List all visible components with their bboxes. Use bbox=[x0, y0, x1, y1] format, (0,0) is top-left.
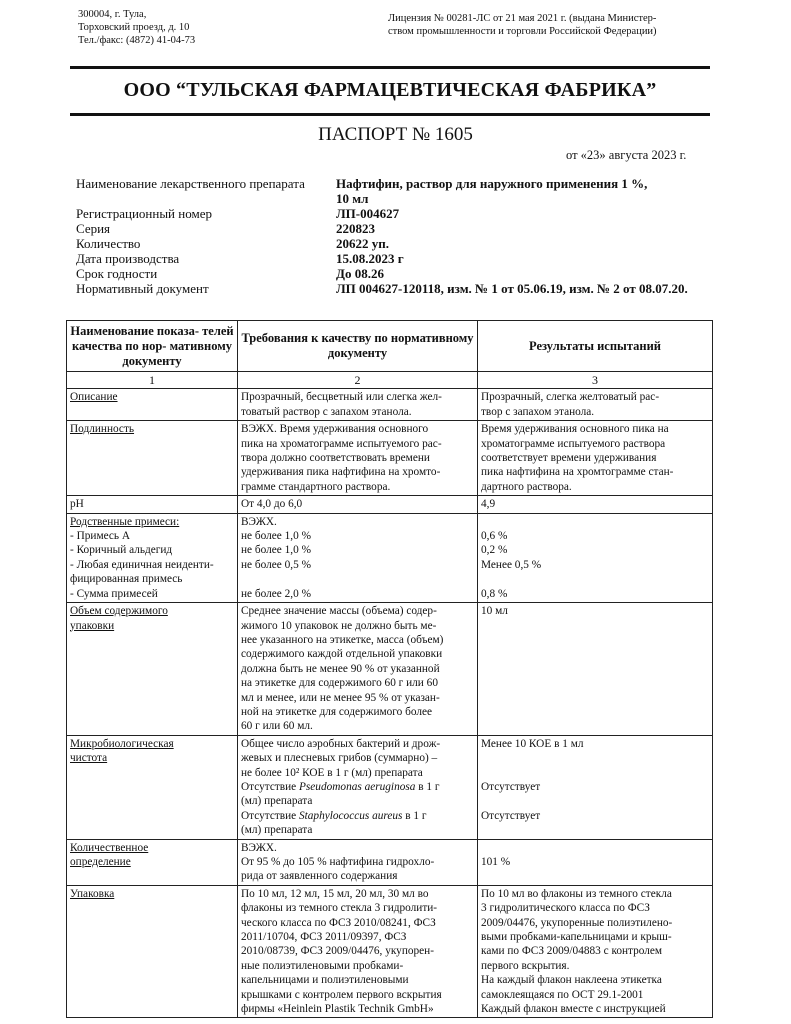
info-label: Нормативный документ bbox=[76, 281, 209, 296]
cell-line bbox=[481, 823, 709, 837]
info-value: 220823 bbox=[336, 221, 375, 236]
cell-line: 0,8 % bbox=[481, 587, 508, 600]
info-value: 20622 уп. bbox=[336, 236, 389, 251]
cell-line: Отсутствует bbox=[481, 780, 541, 793]
column-number: 2 bbox=[238, 372, 478, 389]
cell-line bbox=[481, 869, 709, 883]
cell-line: товатый раствор с запахом этанола. bbox=[241, 405, 412, 418]
result-cell bbox=[478, 389, 713, 421]
table-row bbox=[67, 513, 713, 602]
cell-line: фицированная примесь bbox=[70, 573, 183, 586]
cell-line bbox=[481, 751, 709, 765]
cell-line: Менее 10 КОЕ в 1 мл bbox=[481, 737, 584, 750]
cell-line: По 10 мл, 12 мл, 15 мл, 20 мл, 30 мл во bbox=[241, 887, 429, 900]
cell-line bbox=[241, 572, 474, 586]
result-cell bbox=[478, 735, 713, 839]
cell-line: Общее число аэробных бактерий и дрож- bbox=[241, 737, 441, 750]
column-number-row bbox=[67, 372, 713, 389]
table-header-row bbox=[67, 321, 713, 372]
info-row bbox=[76, 266, 716, 281]
address-line: Тел./факс: (4872) 41-04-73 bbox=[78, 35, 196, 46]
header-requirements: Требования к качеству по нормативному документу bbox=[238, 321, 478, 372]
table-row bbox=[67, 496, 713, 513]
cell-line: Время удерживания основного пика на bbox=[481, 423, 669, 436]
requirement-cell bbox=[238, 421, 478, 496]
table-row bbox=[67, 839, 713, 885]
company-name: ООО “ТУЛЬСКАЯ ФАРМАЦЕВТИЧЕСКАЯ ФАБРИКА” bbox=[123, 79, 657, 101]
product-info bbox=[76, 176, 716, 296]
cell-line: ной на этикетке для содержимого более bbox=[241, 705, 433, 718]
result-cell bbox=[478, 513, 713, 602]
table-row bbox=[67, 421, 713, 496]
info-value: 10 мл bbox=[336, 191, 369, 206]
cell-line: хроматограмме испытуемого раствора bbox=[481, 437, 666, 450]
cell-line: Прозрачный, бесцветный или слегка жел- bbox=[241, 391, 442, 404]
license-line: ством промышленности и торговли Российской Федерации) bbox=[388, 26, 657, 37]
indicator-cell bbox=[67, 735, 238, 839]
address-line: Торховский проезд, д. 10 bbox=[78, 22, 190, 33]
result-cell bbox=[478, 496, 713, 513]
license-info bbox=[388, 12, 688, 38]
cell-line: упаковки bbox=[70, 619, 115, 632]
quality-table bbox=[66, 320, 713, 1018]
result-cell bbox=[478, 839, 713, 885]
info-label: Срок годности bbox=[76, 266, 158, 281]
cell-line: Подлинность bbox=[70, 423, 135, 436]
cell-line: Количественное bbox=[70, 841, 149, 854]
info-row bbox=[76, 251, 716, 266]
cell-line: твор с запахом этанола. bbox=[481, 405, 595, 418]
requirement-cell bbox=[238, 885, 478, 1018]
cell-line: - Любая единичная неиденти- bbox=[70, 558, 214, 571]
cell-line: соответствует времени удерживания bbox=[481, 452, 657, 465]
cell-line: флаконы из темного стекла 3 гидролити- bbox=[241, 902, 438, 915]
cell-line: - Коричный альдегид bbox=[70, 544, 173, 557]
cell-line bbox=[481, 766, 709, 780]
cell-line bbox=[481, 572, 709, 586]
info-value: ЛП 004627-120118, изм. № 1 от 05.06.19, изм. № 2 от 08.07.20. bbox=[336, 281, 688, 296]
header-results: Результаты испытаний bbox=[478, 321, 713, 372]
table-row bbox=[67, 389, 713, 421]
requirement-cell bbox=[238, 603, 478, 736]
info-value: ЛП-004627 bbox=[336, 206, 400, 221]
cell-line: мл и менее, или не менее 95 % от указан- bbox=[241, 691, 440, 704]
cell-line: должна быть не менее 90 % от указанной bbox=[241, 662, 440, 675]
cell-line: не более 1,0 % bbox=[241, 544, 311, 557]
table-row bbox=[67, 735, 713, 839]
info-label: Количество bbox=[76, 236, 141, 251]
cell-line: 60 г или 60 мл. bbox=[241, 720, 313, 733]
info-row bbox=[76, 206, 716, 221]
address-line: 300004, г. Тула, bbox=[78, 9, 147, 20]
cell-line: не более 0,5 % bbox=[241, 558, 311, 571]
cell-line: 0,2 % bbox=[481, 544, 508, 557]
cell-line: От 95 % до 105 % нафтифина гидрохло- bbox=[241, 856, 435, 868]
cell-line: 3 гидролитического класса по ФСЗ bbox=[481, 902, 650, 915]
info-value: 15.08.2023 г bbox=[336, 251, 404, 266]
indicator-cell bbox=[67, 885, 238, 1018]
cell-line: первого вскрытия. bbox=[481, 959, 570, 972]
cell-line: жевых и плесневых грибов (суммарно) – bbox=[241, 752, 438, 765]
cell-line: Описание bbox=[70, 391, 118, 404]
cell-line: чистота bbox=[70, 752, 108, 765]
cell-line bbox=[481, 794, 709, 808]
cell-line: на этикетке для содержимого 60 г или 60 bbox=[241, 677, 438, 690]
indicator-cell bbox=[67, 389, 238, 421]
requirement-cell bbox=[238, 496, 478, 513]
indicator-cell bbox=[67, 603, 238, 736]
cell-line: определение bbox=[70, 856, 131, 868]
cell-line: ками по ФСЗ 2009/04883 с контролем bbox=[481, 945, 663, 958]
requirement-cell bbox=[238, 389, 478, 421]
cell-line: рида от заявленного содержания bbox=[241, 870, 398, 883]
result-cell bbox=[478, 603, 713, 736]
cell-line: ные полиэтиленовыми пробками- bbox=[241, 959, 404, 972]
cell-line: Прозрачный, слегка желтоватый рас- bbox=[481, 391, 660, 404]
info-value: До 08.26 bbox=[336, 266, 384, 281]
cell-line: твора должно соответствовать времени bbox=[241, 452, 430, 465]
result-cell bbox=[478, 885, 713, 1018]
cell-line: нее указанного на этикетке, масса (объем) bbox=[241, 633, 444, 646]
cell-line: крышками с контролем первого вскрытия bbox=[241, 988, 442, 1001]
info-label: Наименование лекарственного препарата bbox=[76, 176, 305, 191]
cell-line: Родственные примеси: bbox=[70, 515, 180, 528]
cell-line: содержимого каждой отдельной упаковки bbox=[241, 648, 443, 661]
cell-line: не более 10² КОЕ в 1 г (мл) препарата bbox=[241, 766, 423, 779]
cell-line bbox=[481, 515, 709, 529]
cell-line: Объем содержимого bbox=[70, 605, 168, 618]
table-row bbox=[67, 885, 713, 1018]
cell-line: капельницами и полиэтиленовыми bbox=[241, 974, 409, 987]
table-body bbox=[67, 389, 713, 1018]
cell-line: pH bbox=[70, 498, 84, 511]
cell-line: 0,6 % bbox=[481, 530, 508, 543]
cell-line: ВЭЖХ. Время удерживания основного bbox=[241, 423, 429, 436]
info-row bbox=[76, 221, 716, 236]
requirement-cell bbox=[238, 735, 478, 839]
cell-line: Среднее значение массы (объема) содер- bbox=[241, 605, 437, 618]
info-label bbox=[76, 191, 336, 206]
cell-line: самоклеящаяся по ОСТ 29.1-2001 bbox=[481, 988, 644, 1001]
document-title: ПАСПОРТ № 1605 bbox=[318, 124, 473, 145]
cell-line: Микробиологическая bbox=[70, 737, 174, 750]
license-line: Лицензия № 00281-ЛС от 21 мая 2021 г. (выдана Министер- bbox=[388, 13, 657, 24]
cell-line: 101 % bbox=[481, 856, 511, 868]
info-label: Серия bbox=[76, 221, 111, 236]
cell-line: фирмы «Heinlein Plastik Technik GmbH» bbox=[241, 1003, 434, 1016]
cell-line: - Сумма примесей bbox=[70, 587, 158, 600]
cell-line: пика на хроматограмме испытуемого рас- bbox=[241, 437, 442, 450]
cell-line: не более 1,0 % bbox=[241, 530, 311, 543]
cell-line: Упаковка bbox=[70, 887, 115, 900]
indicator-cell bbox=[67, 839, 238, 885]
result-cell bbox=[478, 421, 713, 496]
info-value: Нафтифин, раствор для наружного применения 1 %, bbox=[336, 176, 648, 191]
header-indicator: Наименование показа- телей качества по нор- мативному документу bbox=[67, 321, 238, 372]
info-row bbox=[76, 281, 716, 296]
cell-line: От 4,0 до 6,0 bbox=[241, 498, 303, 511]
cell-line: Отсутствие Pseudomonas aeruginosa в 1 г bbox=[241, 780, 440, 793]
cell-line: - Примесь А bbox=[70, 530, 131, 543]
info-row bbox=[76, 236, 716, 251]
indicator-cell bbox=[67, 421, 238, 496]
indicator-cell bbox=[67, 496, 238, 513]
table-row bbox=[67, 603, 713, 736]
cell-line: удерживания пика нафтифина на хромто- bbox=[241, 466, 441, 479]
cell-line bbox=[481, 841, 709, 855]
cell-line: 2010/08739, ФСЗ 2009/04476, укупорен- bbox=[241, 945, 434, 958]
cell-line: По 10 мл во флаконы из темного стекла bbox=[481, 887, 672, 900]
info-label: Регистрационный номер bbox=[76, 206, 212, 221]
cell-line: 4,9 bbox=[481, 498, 496, 511]
cell-line: (мл) препарата bbox=[241, 795, 313, 808]
cell-line: жимого 10 упаковок не должно быть ме- bbox=[241, 619, 437, 632]
cell-line: ВЭЖХ. bbox=[241, 841, 277, 854]
document-date: от «23» августа 2023 г. bbox=[566, 148, 687, 162]
cell-line: пика нафтифина на хромтограмме стан- bbox=[481, 466, 674, 479]
cell-line: выми пробками-капельницами и крыш- bbox=[481, 931, 672, 944]
requirement-cell bbox=[238, 839, 478, 885]
requirement-cell bbox=[238, 513, 478, 602]
cell-line: 10 мл bbox=[481, 605, 508, 618]
cell-line: не более 2,0 % bbox=[241, 587, 311, 600]
cell-line: Отсутствует bbox=[481, 809, 541, 822]
info-row bbox=[76, 191, 716, 206]
cell-line: (мл) препарата bbox=[241, 824, 313, 837]
info-row bbox=[76, 176, 716, 191]
cell-line: ВЭЖХ. bbox=[241, 515, 277, 528]
cell-line: 2009/04476, укупоренные полиэтилено- bbox=[481, 916, 673, 929]
cell-line: 2011/10704, ФСЗ 2011/09397, ФСЗ bbox=[241, 931, 407, 944]
company-banner bbox=[70, 66, 710, 116]
company-address bbox=[78, 8, 195, 47]
cell-line: ческого класса по ФСЗ 2010/08241, ФСЗ bbox=[241, 916, 436, 929]
column-number: 3 bbox=[478, 372, 713, 389]
cell-line: На каждый флакон наклеена этикетка bbox=[481, 974, 662, 987]
info-label: Дата производства bbox=[76, 251, 180, 266]
column-number: 1 bbox=[67, 372, 238, 389]
cell-line: грамме стандартного раствора. bbox=[241, 480, 391, 493]
indicator-cell bbox=[67, 513, 238, 602]
cell-line: Каждый флакон вместе с инструкцией bbox=[481, 1003, 666, 1016]
cell-line: Отсутствие Staphylococcus aureus в 1 г bbox=[241, 809, 427, 822]
cell-line: Менее 0,5 % bbox=[481, 558, 542, 571]
cell-line: дартного раствора. bbox=[481, 480, 572, 493]
